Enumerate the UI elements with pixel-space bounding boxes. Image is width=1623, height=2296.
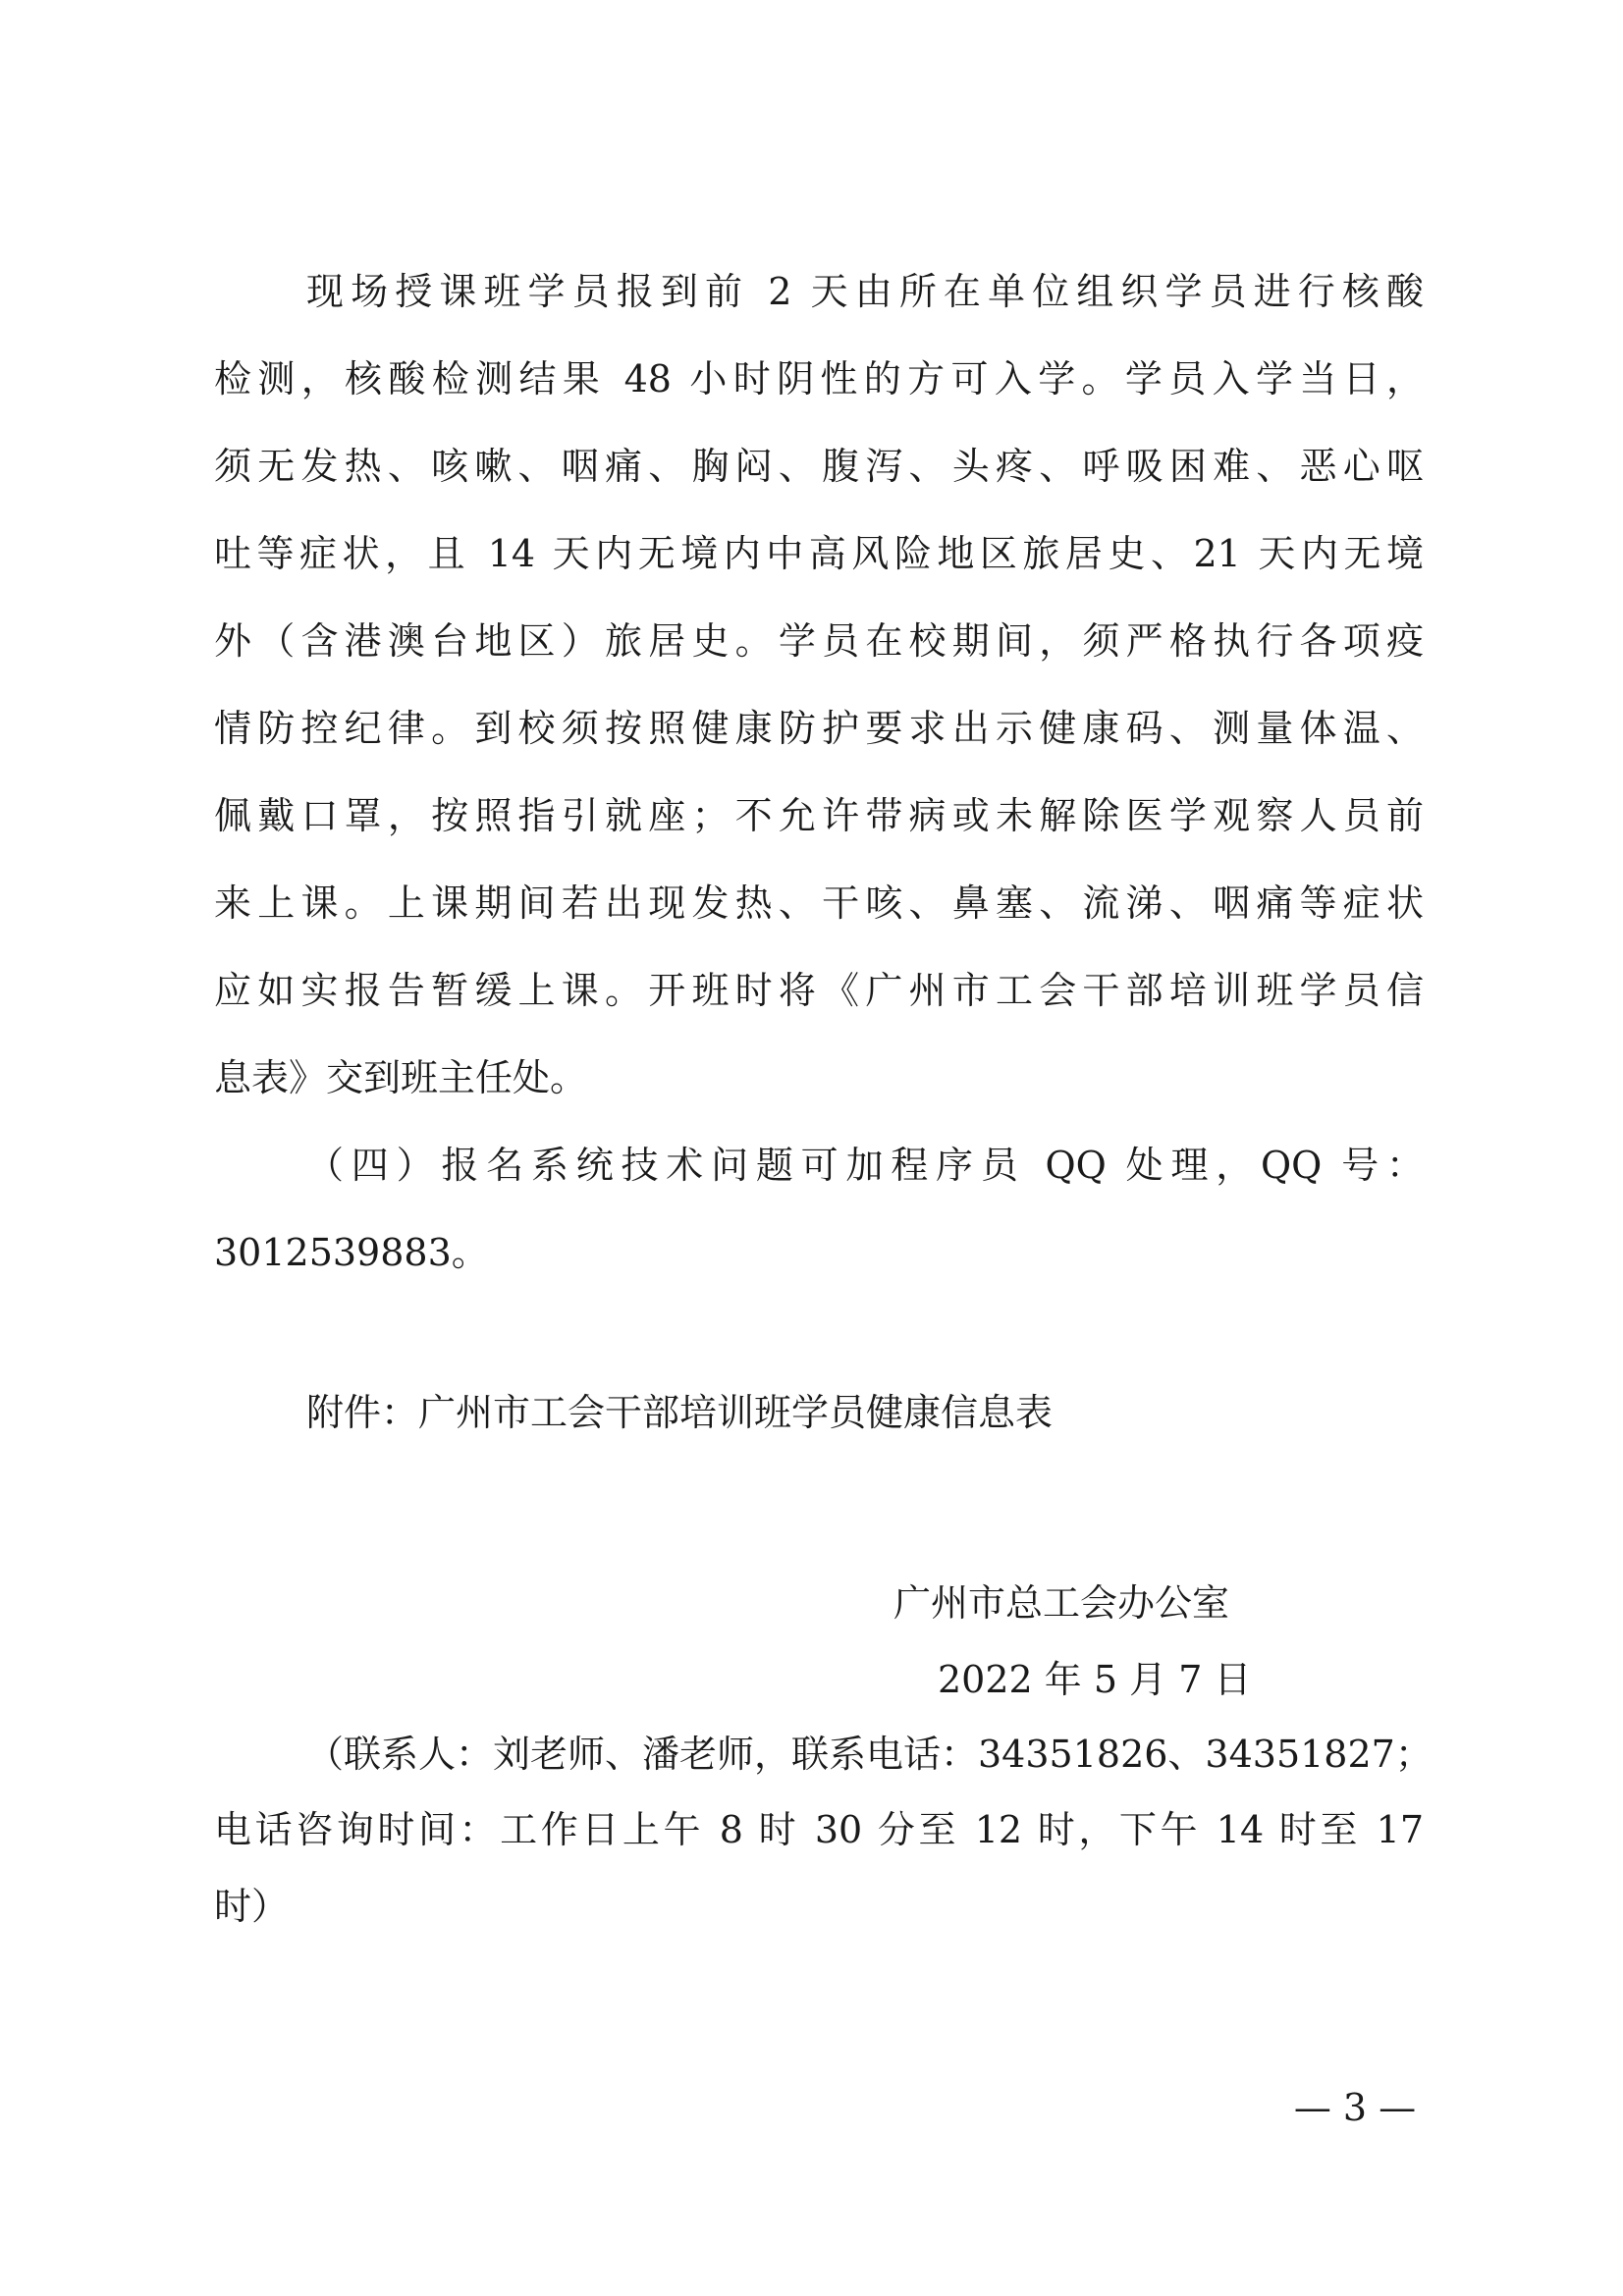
body-line: 现场授课班学员报到前 2 天由所在单位组织学员进行核酸 bbox=[306, 270, 1424, 313]
body-line: 3012539883。 bbox=[214, 1231, 489, 1274]
body-line: 外（含港澳台地区）旅居史。学员在校期间，须严格执行各项疫 bbox=[214, 619, 1424, 663]
body-line: （四）报名系统技术问题可加程序员 QQ 处理，QQ 号： bbox=[306, 1144, 1424, 1187]
page-number: — 3 — bbox=[1293, 2086, 1417, 2129]
body-line: 应如实报告暂缓上课。开班时将《广州市工会干部培训班学员信 bbox=[214, 969, 1424, 1012]
body-line: 检测，核酸检测结果 48 小时阴性的方可入学。学员入学当日， bbox=[214, 357, 1424, 400]
body-line: 息表》交到班主任处。 bbox=[214, 1056, 588, 1099]
body-line: 佩戴口罩，按照指引就座；不允许带病或未解除医学观察人员前 bbox=[214, 794, 1424, 837]
contact-line: 电话咨询时间：工作日上午 8 时 30 分至 12 时，下午 14 时至 17 bbox=[214, 1808, 1424, 1851]
body-line: 情防控纪律。到校须按照健康防护要求出示健康码、测量体温、 bbox=[214, 707, 1424, 750]
body-line: 须无发热、咳嗽、咽痛、胸闷、腹泻、头疼、呼吸困难、恶心呕 bbox=[214, 445, 1424, 488]
signature-org: 广州市总工会办公室 bbox=[893, 1581, 1230, 1625]
body-line: 吐等症状，且 14 天内无境内中高风险地区旅居史、21 天内无境 bbox=[214, 532, 1424, 575]
contact-line: 时） bbox=[214, 1885, 290, 1928]
body-line: 来上课。上课期间若出现发热、干咳、鼻塞、流涕、咽痛等症状 bbox=[214, 881, 1424, 925]
signature-date: 2022 年 5 月 7 日 bbox=[938, 1658, 1252, 1701]
contact-line: （联系人：刘老师、潘老师，联系电话：34351826、34351827； bbox=[306, 1733, 1433, 1776]
attachment-note: 附件：广州市工会干部培训班学员健康信息表 bbox=[306, 1391, 1054, 1434]
